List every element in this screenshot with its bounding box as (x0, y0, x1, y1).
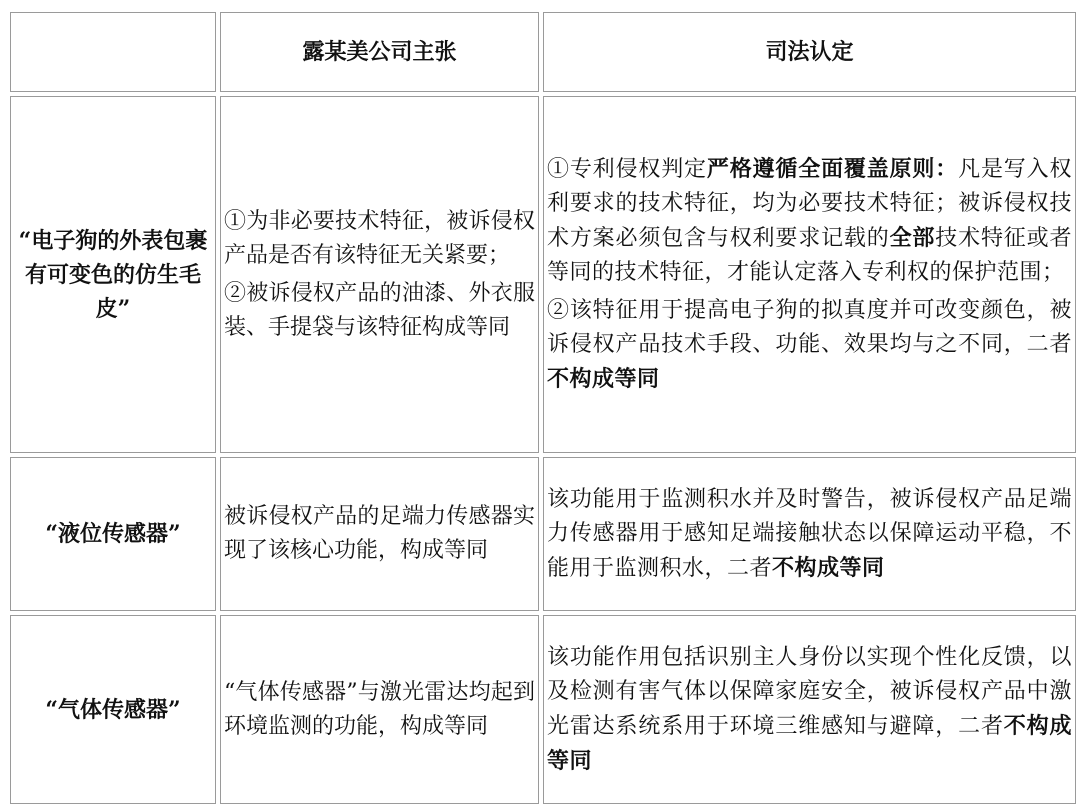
ruling-emphasis: 不构成等同 (772, 554, 885, 581)
ruling-paragraph (547, 641, 1072, 779)
ruling-emphasis: 不构成等同 (547, 366, 660, 392)
claim-cell (220, 457, 539, 611)
claim-paragraph: ②被诉侵权产品的油漆、外衣服装、手提袋与该特征构成等同 (224, 280, 535, 340)
ruling-cell (543, 457, 1076, 611)
comparison-table (6, 8, 1080, 808)
feature-cell: “气体传感器” (10, 615, 216, 804)
ruling-text: 该功能作用包括识别主人身份以实现个性化反馈，以及检测有害气体以保障家庭安全，被诉侵权产品中激光雷达系统系用于环境三维感知与避障，二者 (547, 644, 1072, 739)
claim-paragraph: “气体传感器”与激光雷达均起到环境监测的功能，构成等同 (224, 679, 535, 739)
ruling-text: ②该特征用于提高电子狗的拟真度并可改变颜色，被诉侵权产品技术手段、功能、效果均与之不同，二者 (547, 298, 1072, 357)
claim-cell (220, 96, 539, 453)
ruling-emphasis: 严格遵循全面覆盖原则： (706, 156, 959, 182)
claim-paragraph: 被诉侵权产品的足端力传感器实现了该核心功能，构成等同 (224, 504, 535, 563)
ruling-emphasis: 不构成等同 (547, 712, 1072, 774)
ruling-text: 凡是写入权利要求的技术特征，均为必要技术特征；被诉侵权技术方案必须包含与权利要求记载的 (547, 157, 1072, 251)
ruling-cell (543, 615, 1076, 804)
ruling-paragraph (547, 152, 1072, 290)
table-row (10, 615, 1076, 804)
ruling-text: 该功能用于监测积水并及时警告，被诉侵权产品足端力传感器用于感知足端接触状态以保障运动平稳，不能用于监测积水，二者 (547, 486, 1072, 581)
feature-cell: “电子狗的外表包裹有可变色的仿生毛皮” (10, 96, 216, 453)
header-ruling: 司法认定 (543, 12, 1076, 92)
header-empty-cell (10, 12, 216, 92)
claim-cell (220, 615, 539, 804)
ruling-emphasis: 全部 (889, 225, 936, 251)
table-row (10, 457, 1076, 611)
ruling-text: 技术特征或者等同的技术特征，才能认定落入专利权的保护范围； (547, 226, 1072, 285)
ruling-paragraph (547, 483, 1072, 586)
ruling-paragraph (547, 294, 1072, 397)
feature-cell: “液位传感器” (10, 457, 216, 611)
table-row (10, 96, 1076, 453)
header-claim: 露某美公司主张 (220, 12, 539, 92)
claim-paragraph: ①为非必要技术特征，被诉侵权产品是否有该特征无关紧要； (224, 208, 535, 268)
ruling-cell (543, 96, 1076, 453)
header-row (10, 12, 1076, 92)
ruling-text: ①专利侵权判定 (547, 157, 707, 182)
